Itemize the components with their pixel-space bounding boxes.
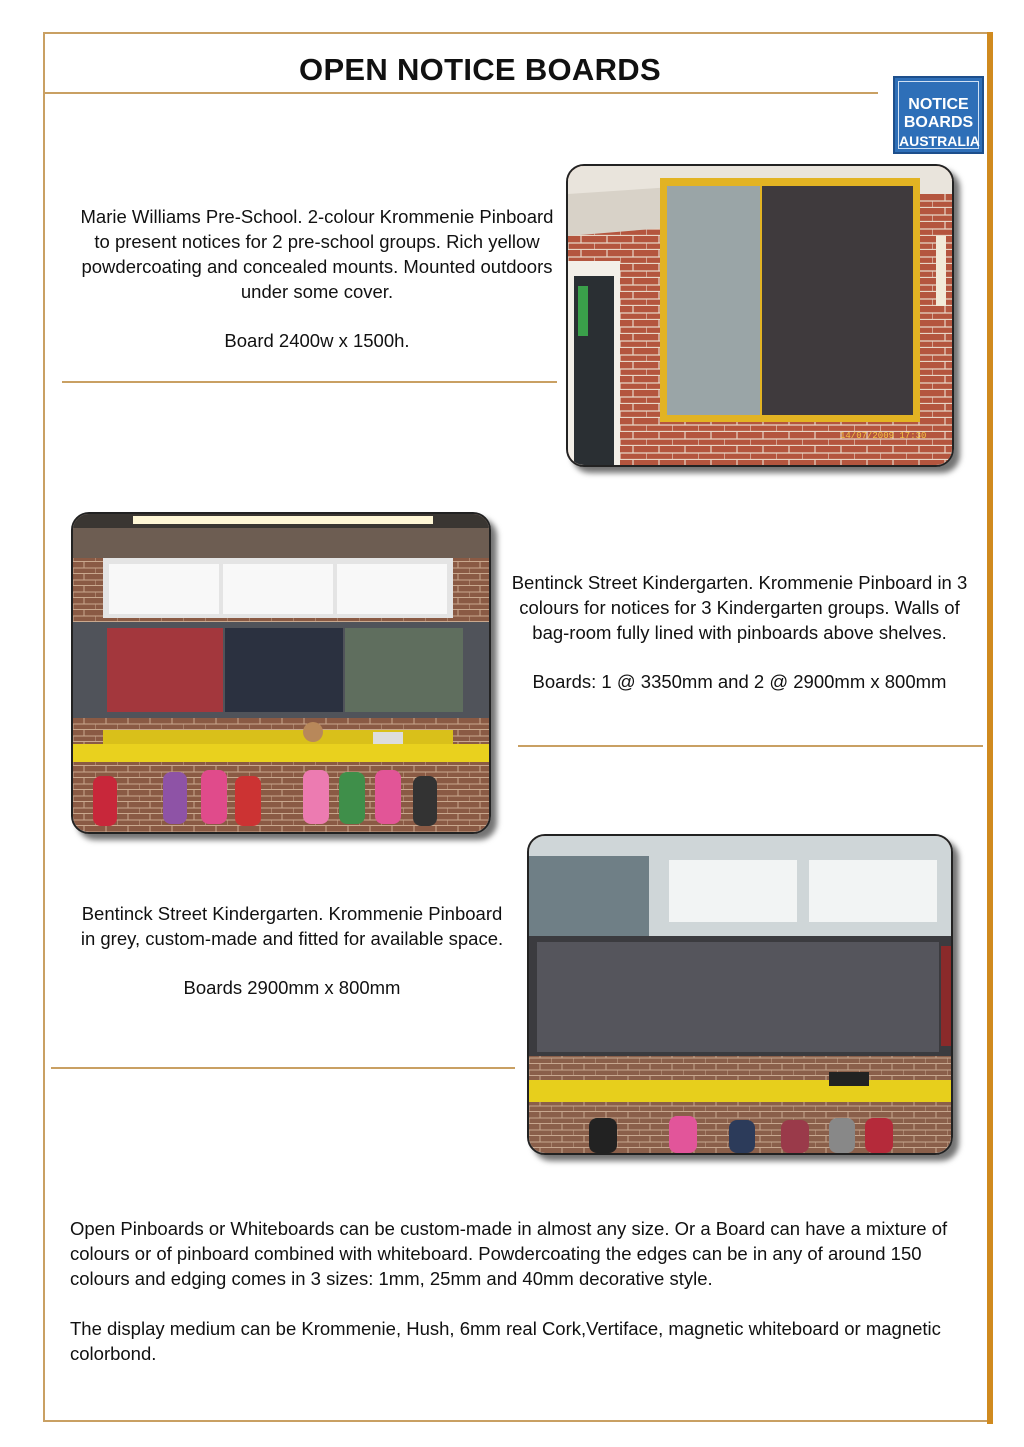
notice-boards-australia-logo: [893, 76, 984, 154]
footer-paragraph-2: The display medium can be Krommenie, Hush, 6mm real Cork,Vertiface, magnetic whiteboard or magnetic colorbond.: [70, 1318, 941, 1364]
logo-line-2: BOARDS: [903, 114, 974, 131]
logo-line-3: AUSTRALIA: [899, 133, 980, 149]
photo-bentinck-kindergarten-3-colour: [71, 512, 491, 834]
photo-2-image: [73, 514, 489, 832]
photo-1-timestamp: 14/07/2009 17:30: [840, 431, 927, 441]
section2-text: [502, 570, 977, 694]
section2-description: Bentinck Street Kindergarten. Krommenie Pinboard in 3 colours for notices for 3 Kindergarten groups. Walls of bag-room fully lined with pinboards above shelves.: [511, 572, 968, 643]
photo-1-image: [568, 166, 952, 465]
section1-description: Marie Williams Pre-School. 2-colour Krommenie Pinboard to present notices for 2 pre-school groups. Rich yellow powdercoating and concealed mounts. Mounted outdoors under some cover.: [80, 206, 554, 302]
footer-text: [70, 1216, 970, 1391]
logo-line-1: NOTICE: [908, 96, 969, 113]
section3-size: Boards 2900mm x 800mm: [183, 977, 401, 998]
section3-divider: [51, 1067, 515, 1069]
photo-3-image: [529, 836, 951, 1153]
section2-divider: [518, 745, 983, 747]
section1-text: [72, 204, 562, 353]
section1-divider: [62, 381, 557, 383]
section2-size: Boards: 1 @ 3350mm and 2 @ 2900mm x 800mm: [532, 671, 947, 692]
title-divider: [45, 92, 878, 94]
section1-size: Board 2400w x 1500h.: [224, 330, 410, 351]
section3-description: Bentinck Street Kindergarten. Krommenie Pinboard in grey, custom-made and fitted for available space.: [80, 903, 504, 949]
section3-text: [72, 901, 512, 1000]
photo-marie-williams-preschool: [566, 164, 954, 467]
page-title: OPEN NOTICE BOARDS: [299, 52, 661, 87]
page-frame-right-bar: [987, 32, 993, 1424]
photo-bentinck-kindergarten-grey: [527, 834, 953, 1155]
footer-paragraph-1: Open Pinboards or Whiteboards can be custom-made in almost any size. Or a Board can have a mixture of colours or of pinboard combined with whiteboard. Powdercoating the edges can be in any of around 150 colours and edging comes in 3 sizes: 1mm, 25mm and 40mm decorative style.: [70, 1218, 948, 1289]
